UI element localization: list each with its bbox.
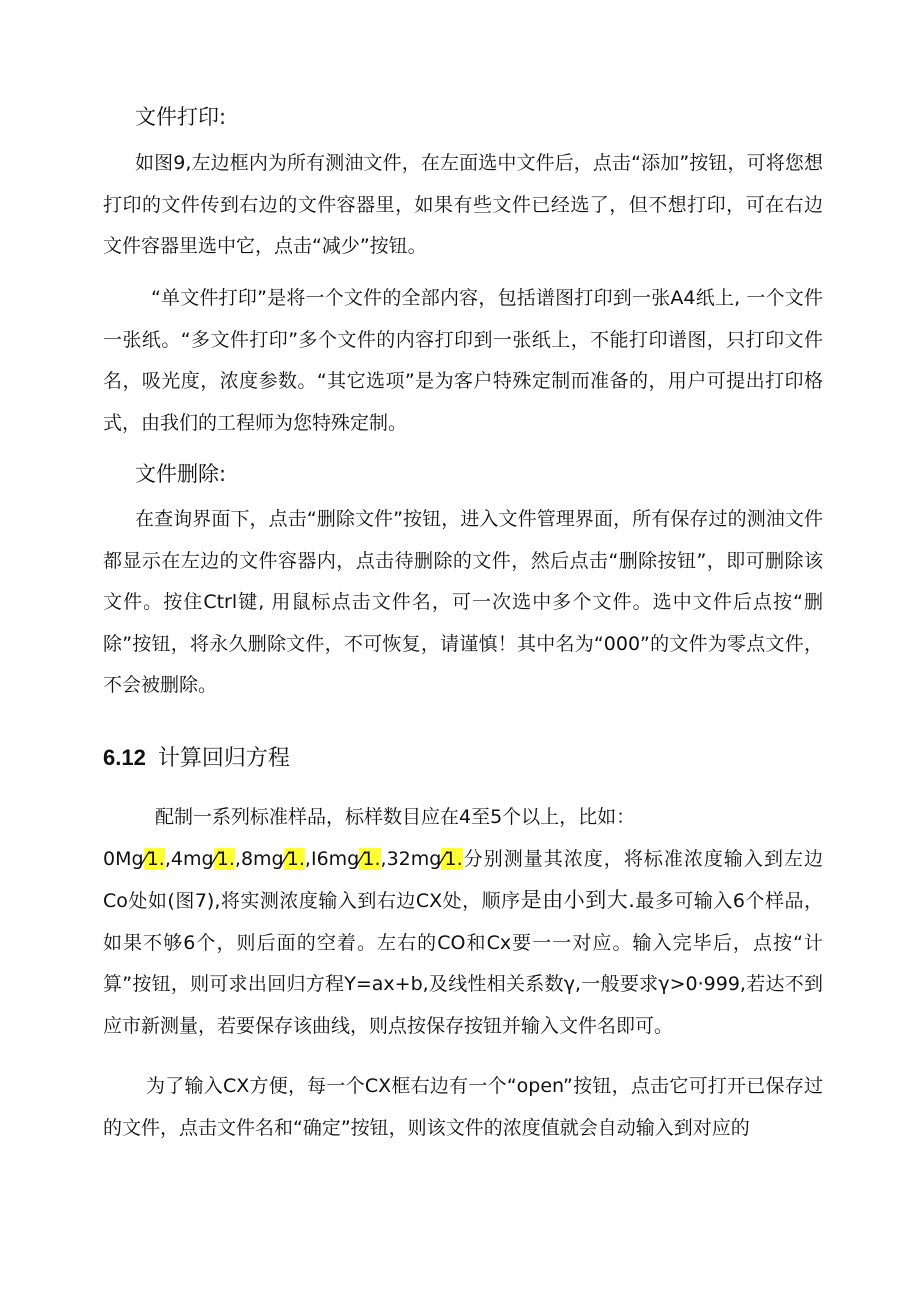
sample-list: [103, 848, 463, 870]
print-paragraph-1: 如图9,左边框内为所有测油文件，在左面选中文件后，点击“添加”按钮，可将您想打印的文件传到右边的文件容器里，如果有些文件已经选了，但不想打印，可在右边文件容器里选中它，点击“减少”按钮。: [103, 152, 823, 257]
sample-item: I6mg⁄1.,: [310, 847, 387, 870]
unit-highlight: ⁄1.: [143, 847, 165, 870]
delete-paragraph: 在查询界面下，点击“删除文件”按钮，进入文件管理界面，所有保存过的测油文件都显示在左边的文件容器内，点击待删除的文件，然后点击“删除按钮”，即可删除该文件。按住Ctrl键, 用鼠标点击文件名，可一次选中多个文件。选中文件后点按“删除”按钮，将永久删除文件，不可恢复，请谨慎！其中名为“000”的文件为零点文件，不会被删除。: [103, 508, 823, 696]
print-paragraph-2: “单文件打印”是将一个文件的全部内容，包括谱图打印到一张A4纸上, 一个文件一张纸。“多文件打印”多个文件的内容打印到一张纸上，不能打印谱图，只打印文件名，吸光度，浓度参数。“其它选项”是为客户特殊定制而准备的，用户可提出打印格式，由我们的工程师为您特殊定制。: [103, 287, 823, 434]
sample-item: 4mg⁄1.,: [170, 847, 241, 870]
print-heading: 文件打印:: [135, 105, 227, 129]
sample-item: 0Mg⁄1.,: [103, 847, 171, 870]
regression-intro: 配制一系列标准样品，标样数目应在4至5个以上，比如：: [155, 806, 636, 828]
unit-highlight: ⁄1.: [283, 847, 305, 870]
unit-highlight: ⁄1.: [213, 847, 235, 870]
sample-item: 32mg⁄1.: [386, 847, 463, 870]
section-number: 6.12: [103, 745, 146, 770]
regression-paragraph-1: [103, 797, 823, 1047]
regression-after-samples: 分别测量其浓度，将标准浓度输入到左边Co处如(图7),将实测浓度输入到右边CX处，顺序: [103, 847, 823, 912]
delete-heading: 文件删除:: [135, 462, 227, 486]
section-title: [103, 742, 290, 775]
unit-highlight: ⁄1.: [441, 847, 463, 870]
sample-item: 8mg⁄1.,: [240, 847, 311, 870]
regression-rest: 最多可输入6个样品，如果不够6个，则后面的空着。左右的CO和Cx要一一对应。输入完毕后，点按“计算”按钮，则可求出回归方程Y=ax+b,及线性相关系数γ,一般要求γ>0·999,若达不到应市新测量，若要保存该曲线，则点按保存按钮并输入文件名即可。: [103, 890, 823, 1037]
regression-paragraph-2: 为了输入CX方便，每一个CX框右边有一个“open”按钮，点击它可打开已保存过的文件，点击文件名和“确定”按钮，则该文件的浓度值就会自动输入到对应的: [103, 1075, 823, 1139]
section-title-text: 计算回归方程: [157, 746, 290, 771]
unit-highlight: ⁄1.: [359, 847, 381, 870]
order-emphasis: 是由小到大.: [520, 888, 635, 912]
